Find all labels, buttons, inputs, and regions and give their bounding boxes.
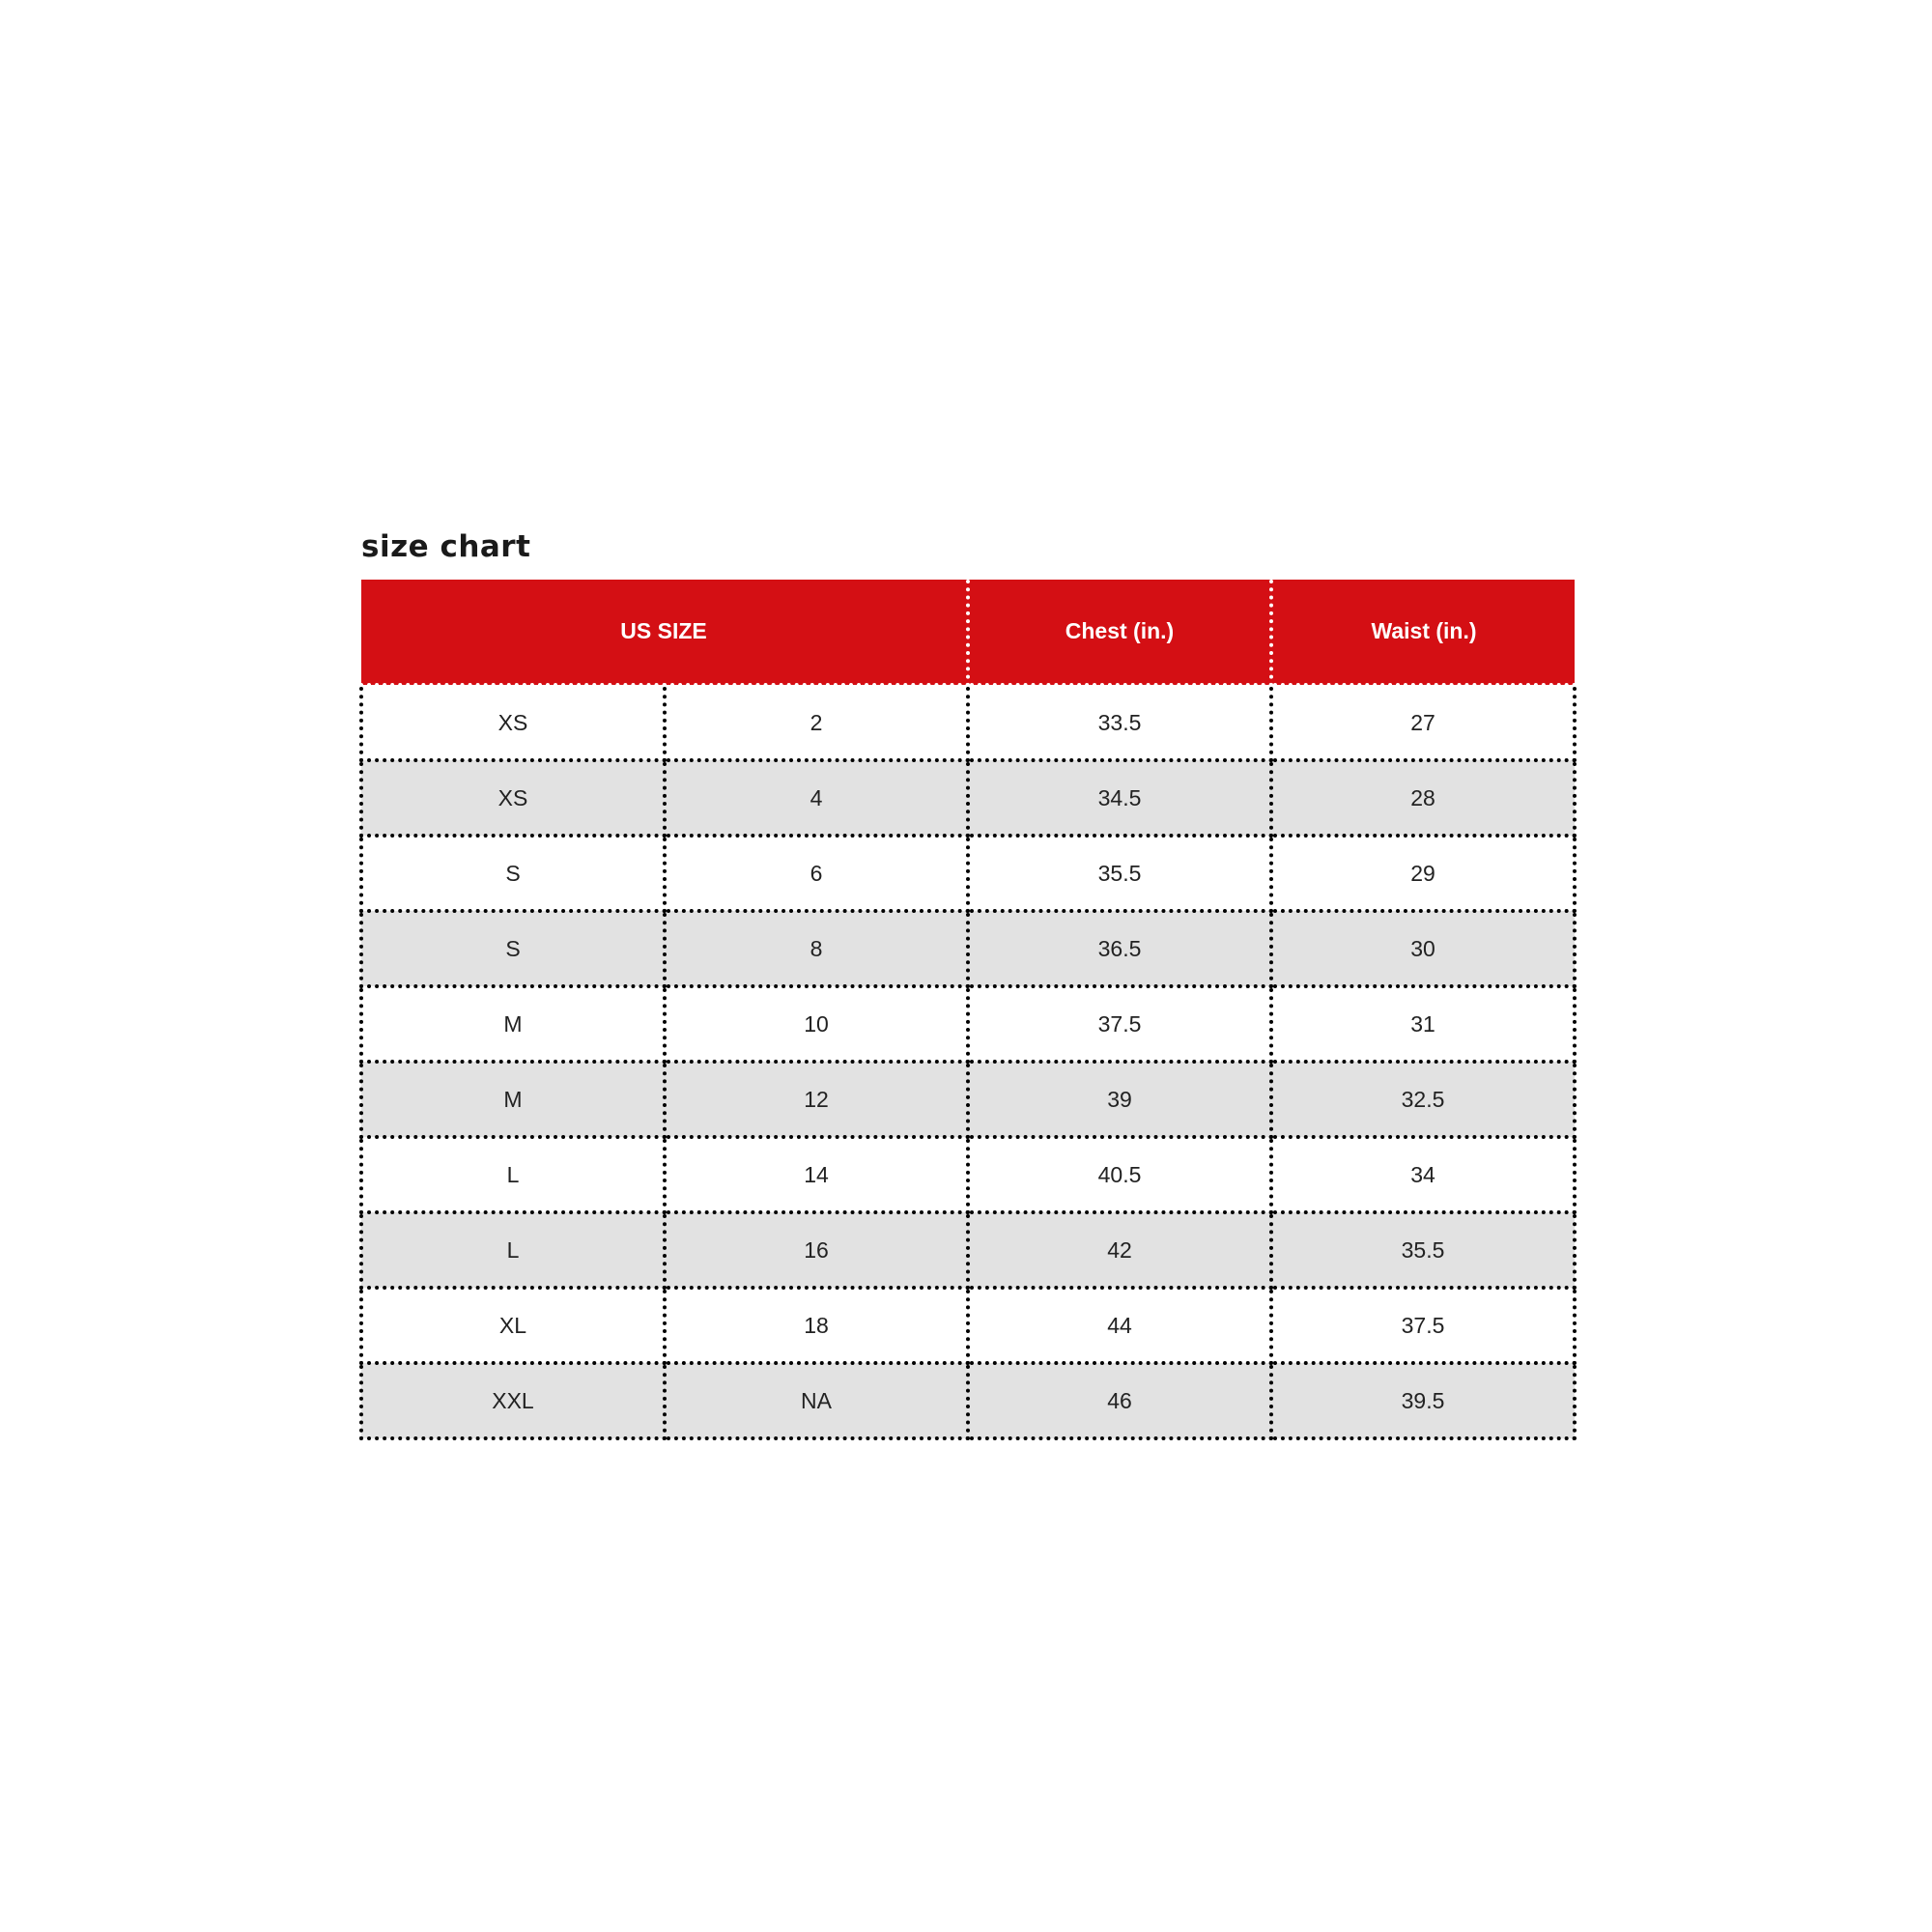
cell-size-letter: XS	[361, 685, 665, 760]
cell-size-number: 12	[665, 1062, 968, 1137]
cell-size-number: NA	[665, 1363, 968, 1438]
cell-waist: 35.5	[1271, 1212, 1575, 1288]
cell-size-letter: M	[361, 1062, 665, 1137]
table-row	[361, 1062, 1575, 1137]
size-chart-container	[359, 529, 1577, 1440]
cell-chest: 44	[968, 1288, 1271, 1363]
cell-chest: 34.5	[968, 760, 1271, 836]
table-row	[361, 836, 1575, 911]
page-title: size chart	[361, 529, 531, 564]
cell-chest: 33.5	[968, 685, 1271, 760]
table-row	[361, 760, 1575, 836]
column-header-chest: Chest (in.)	[968, 580, 1271, 685]
table-row	[361, 685, 1575, 760]
cell-size-letter: L	[361, 1137, 665, 1212]
cell-size-number: 8	[665, 911, 968, 986]
cell-waist: 32.5	[1271, 1062, 1575, 1137]
cell-chest: 37.5	[968, 986, 1271, 1062]
cell-chest: 46	[968, 1363, 1271, 1438]
table-header	[361, 580, 1575, 685]
cell-size-letter: XS	[361, 760, 665, 836]
cell-chest: 36.5	[968, 911, 1271, 986]
cell-chest: 42	[968, 1212, 1271, 1288]
cell-chest: 40.5	[968, 1137, 1271, 1212]
cell-size-number: 10	[665, 986, 968, 1062]
cell-size-number: 4	[665, 760, 968, 836]
cell-waist: 28	[1271, 760, 1575, 836]
cell-size-number: 6	[665, 836, 968, 911]
cell-size-number: 2	[665, 685, 968, 760]
cell-waist: 30	[1271, 911, 1575, 986]
table-row	[361, 1137, 1575, 1212]
cell-size-letter: XL	[361, 1288, 665, 1363]
cell-size-letter: S	[361, 836, 665, 911]
size-chart-table	[359, 580, 1577, 1440]
cell-waist: 29	[1271, 836, 1575, 911]
cell-chest: 35.5	[968, 836, 1271, 911]
cell-size-letter: L	[361, 1212, 665, 1288]
table-row	[361, 986, 1575, 1062]
column-header-waist: Waist (in.)	[1271, 580, 1575, 685]
cell-size-letter: XXL	[361, 1363, 665, 1438]
cell-waist: 31	[1271, 986, 1575, 1062]
table-row	[361, 1363, 1575, 1438]
cell-size-letter: S	[361, 911, 665, 986]
table-row	[361, 911, 1575, 986]
cell-chest: 39	[968, 1062, 1271, 1137]
cell-waist: 39.5	[1271, 1363, 1575, 1438]
cell-waist: 37.5	[1271, 1288, 1575, 1363]
cell-size-letter: M	[361, 986, 665, 1062]
header-row	[361, 580, 1575, 685]
table-row	[361, 1212, 1575, 1288]
cell-size-number: 18	[665, 1288, 968, 1363]
cell-waist: 27	[1271, 685, 1575, 760]
cell-waist: 34	[1271, 1137, 1575, 1212]
cell-size-number: 16	[665, 1212, 968, 1288]
cell-size-number: 14	[665, 1137, 968, 1212]
table-row	[361, 1288, 1575, 1363]
table-body	[361, 685, 1575, 1438]
column-header-us-size: US SIZE	[361, 580, 968, 685]
